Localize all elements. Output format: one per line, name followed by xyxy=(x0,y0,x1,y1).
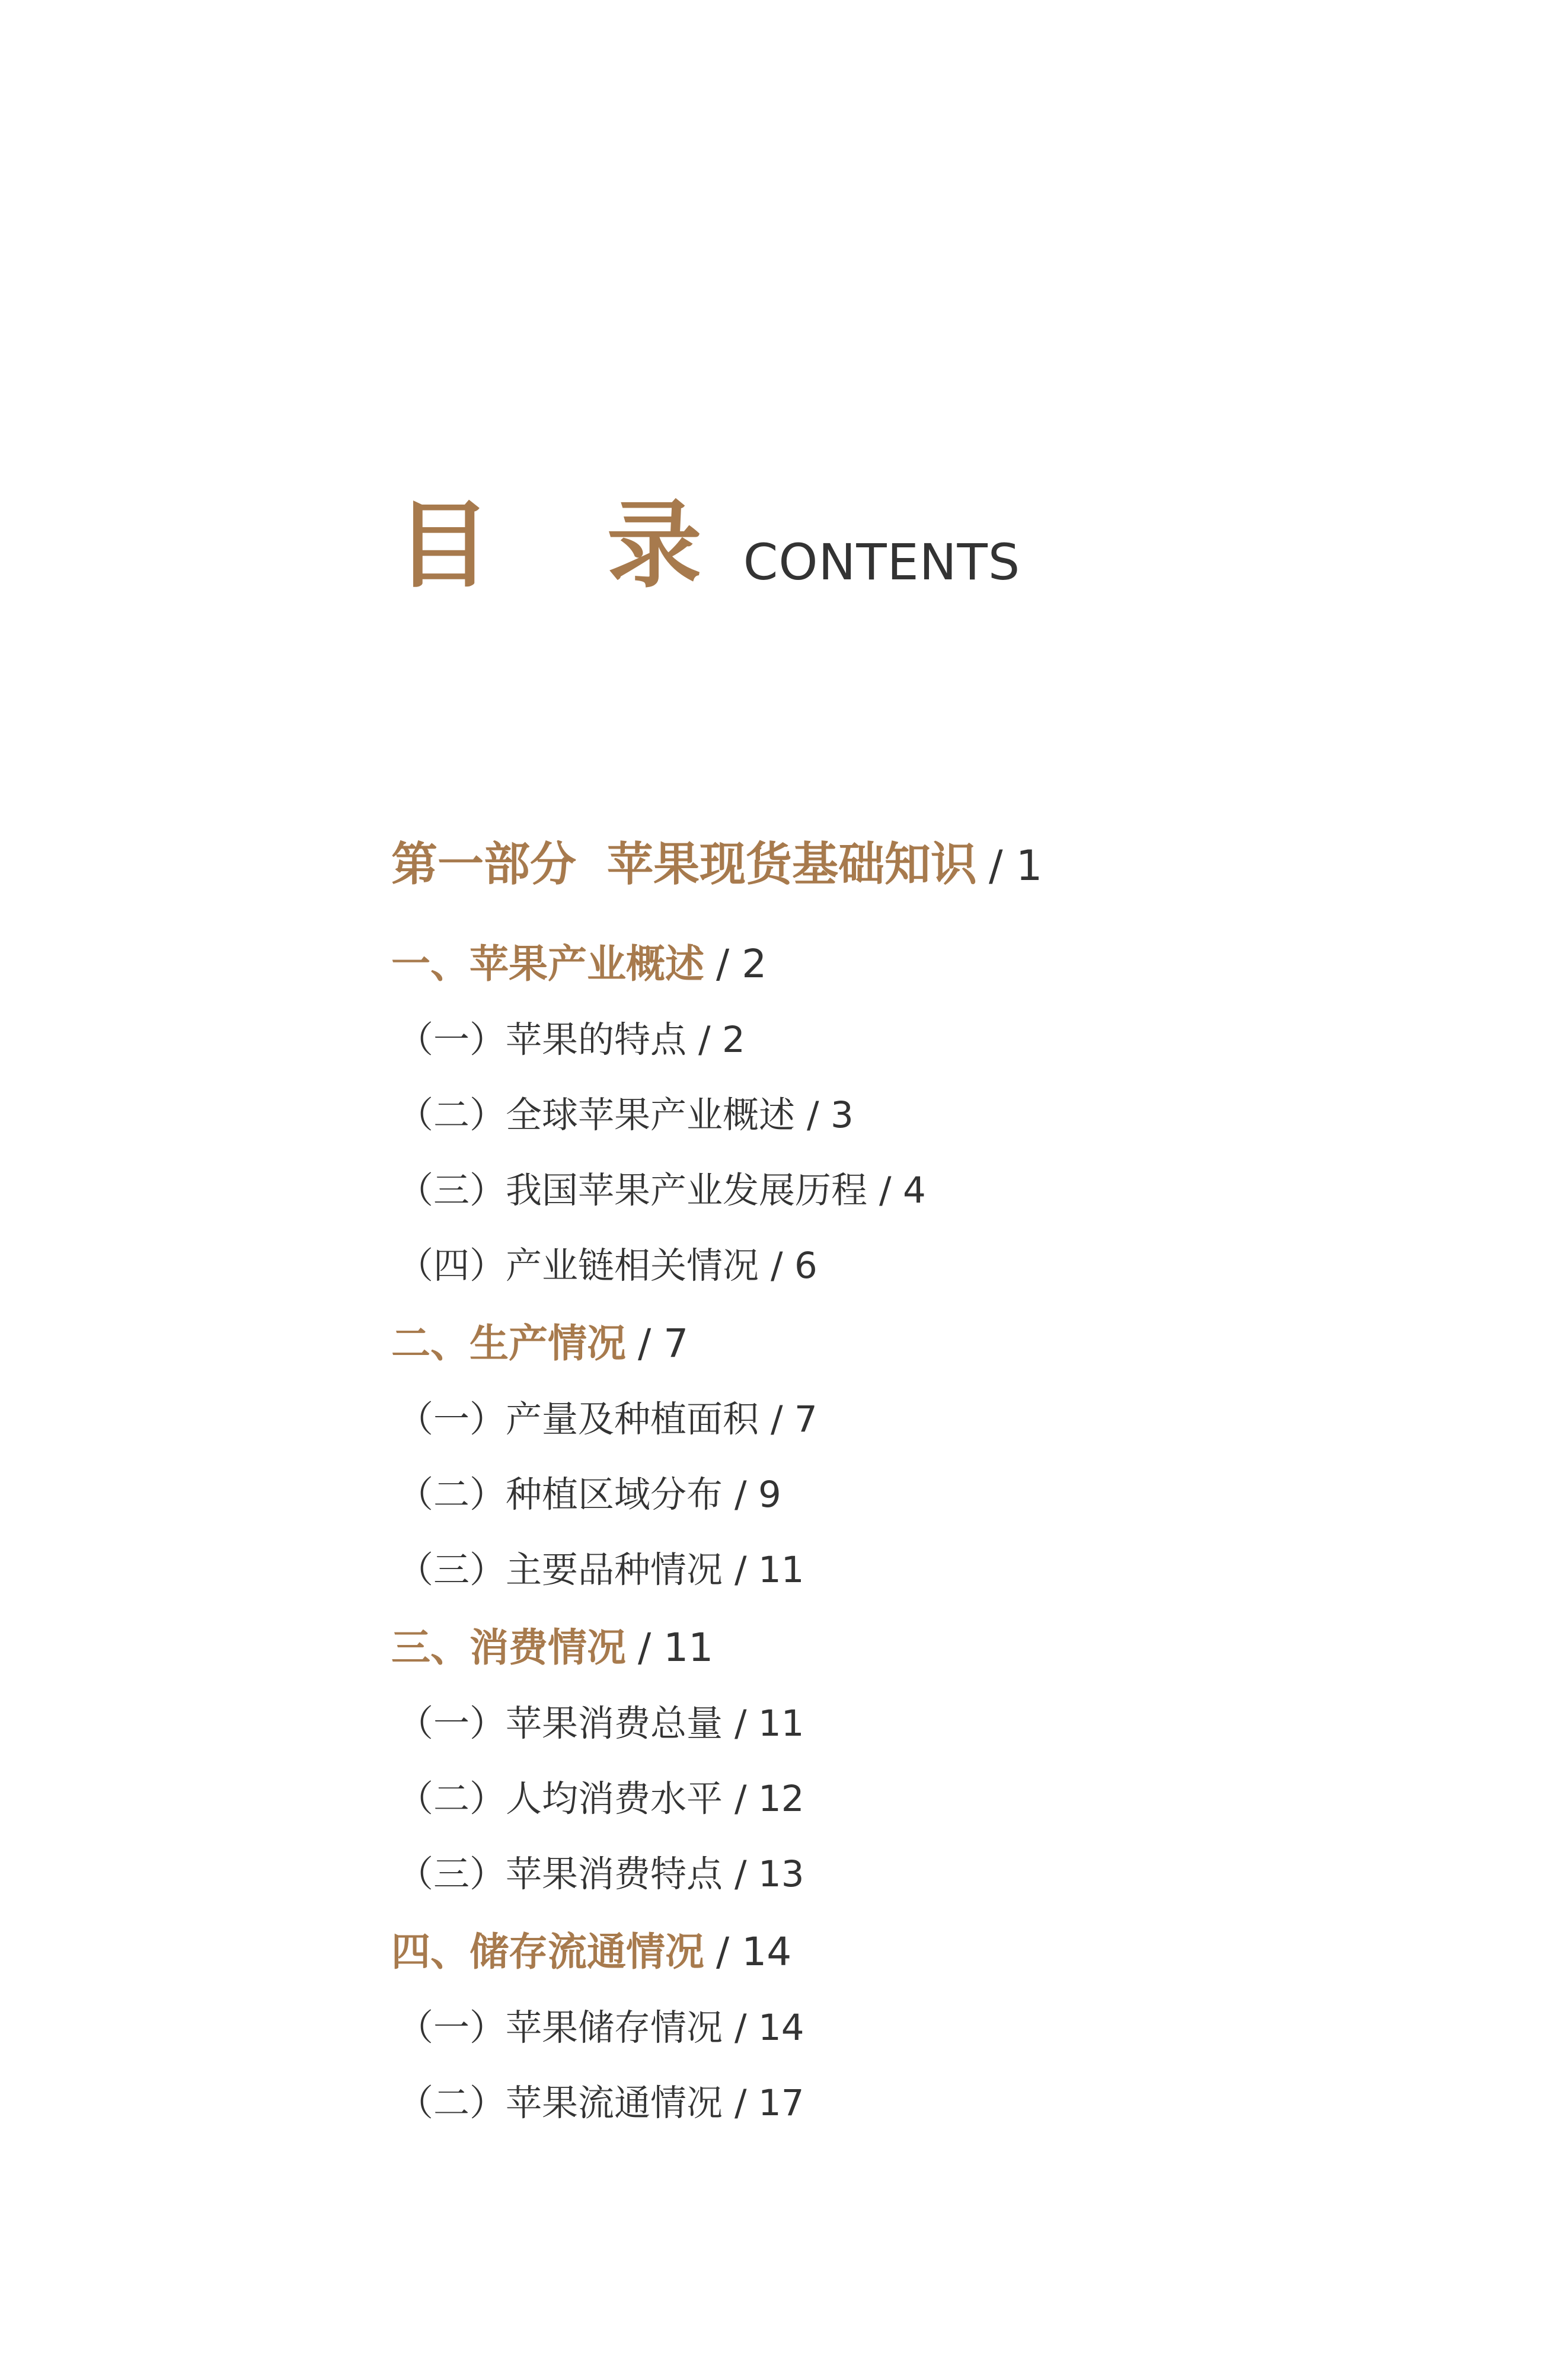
toc-subsection[interactable] xyxy=(397,2074,804,2126)
page-number: / 13 xyxy=(734,1853,804,1895)
page-number: / 14 xyxy=(734,2007,804,2049)
toc-subsection[interactable] xyxy=(397,1237,817,1289)
page-number: / 14 xyxy=(716,1929,792,1975)
section-title: 四、储存流通情况 xyxy=(391,1929,704,1975)
subsection-title: （二）人均消费水平 xyxy=(397,1778,723,1820)
subsection-title: （三）苹果消费特点 xyxy=(397,1853,723,1895)
subsection-title: （一）苹果的特点 xyxy=(397,1019,687,1061)
page-number: / 7 xyxy=(638,1321,689,1366)
page-number: / 1 xyxy=(989,841,1043,890)
page-number: / 11 xyxy=(734,1702,804,1745)
toc-section[interactable] xyxy=(391,1312,688,1368)
page-number: / 11 xyxy=(734,1549,804,1591)
page-number: / 9 xyxy=(734,1474,781,1516)
subsection-title: （二）全球苹果产业概述 xyxy=(397,1094,796,1136)
toc-section[interactable] xyxy=(391,932,767,989)
toc-subsection[interactable] xyxy=(397,1695,804,1746)
toc-subsection[interactable] xyxy=(397,1845,804,1897)
subsection-title: （三）我国苹果产业发展历程 xyxy=(397,1169,868,1211)
page-number: / 2 xyxy=(716,941,767,987)
page-number: / 7 xyxy=(771,1398,817,1440)
part-label: 第一部分 xyxy=(391,838,577,891)
subsection-title: （三）主要品种情况 xyxy=(397,1549,723,1591)
subsection-title: （二）种植区域分布 xyxy=(397,1474,723,1516)
toc-section[interactable] xyxy=(391,1920,791,1976)
toc-subsection[interactable] xyxy=(397,1086,854,1138)
toc-title-english: CONTENTS xyxy=(743,533,1021,591)
toc-subsection[interactable] xyxy=(397,1011,745,1063)
toc-subsection[interactable] xyxy=(397,1999,804,2051)
page-number: / 3 xyxy=(807,1094,854,1136)
section-title: 三、消费情况 xyxy=(391,1625,626,1670)
toc-subsection[interactable] xyxy=(397,1391,817,1442)
part-name: 苹果现货基础知识 xyxy=(607,838,978,891)
subsection-title: （一）苹果消费总量 xyxy=(397,1702,723,1745)
toc-part-1[interactable] xyxy=(391,827,1042,894)
page-number: / 12 xyxy=(734,1778,804,1820)
subsection-title: （一）产量及种植面积 xyxy=(397,1398,759,1440)
page-number: / 11 xyxy=(638,1625,714,1670)
section-title: 一、苹果产业概述 xyxy=(391,941,704,987)
toc-subsection[interactable] xyxy=(397,1770,804,1822)
toc-subsection[interactable] xyxy=(397,1541,804,1593)
toc-subsection[interactable] xyxy=(397,1162,926,1213)
toc-subsection[interactable] xyxy=(397,1466,781,1517)
page-number: / 6 xyxy=(771,1245,817,1287)
page-number: / 2 xyxy=(698,1019,745,1061)
toc-title-chinese: 目 录 xyxy=(396,490,743,601)
subsection-title: （二）苹果流通情况 xyxy=(397,2082,723,2124)
toc-section[interactable] xyxy=(391,1616,713,1672)
page-number: / 17 xyxy=(734,2082,804,2124)
subsection-title: （四）产业链相关情况 xyxy=(397,1245,759,1287)
page-number: / 4 xyxy=(879,1169,926,1211)
section-title: 二、生产情况 xyxy=(391,1321,626,1366)
subsection-title: （一）苹果储存情况 xyxy=(397,2007,723,2049)
